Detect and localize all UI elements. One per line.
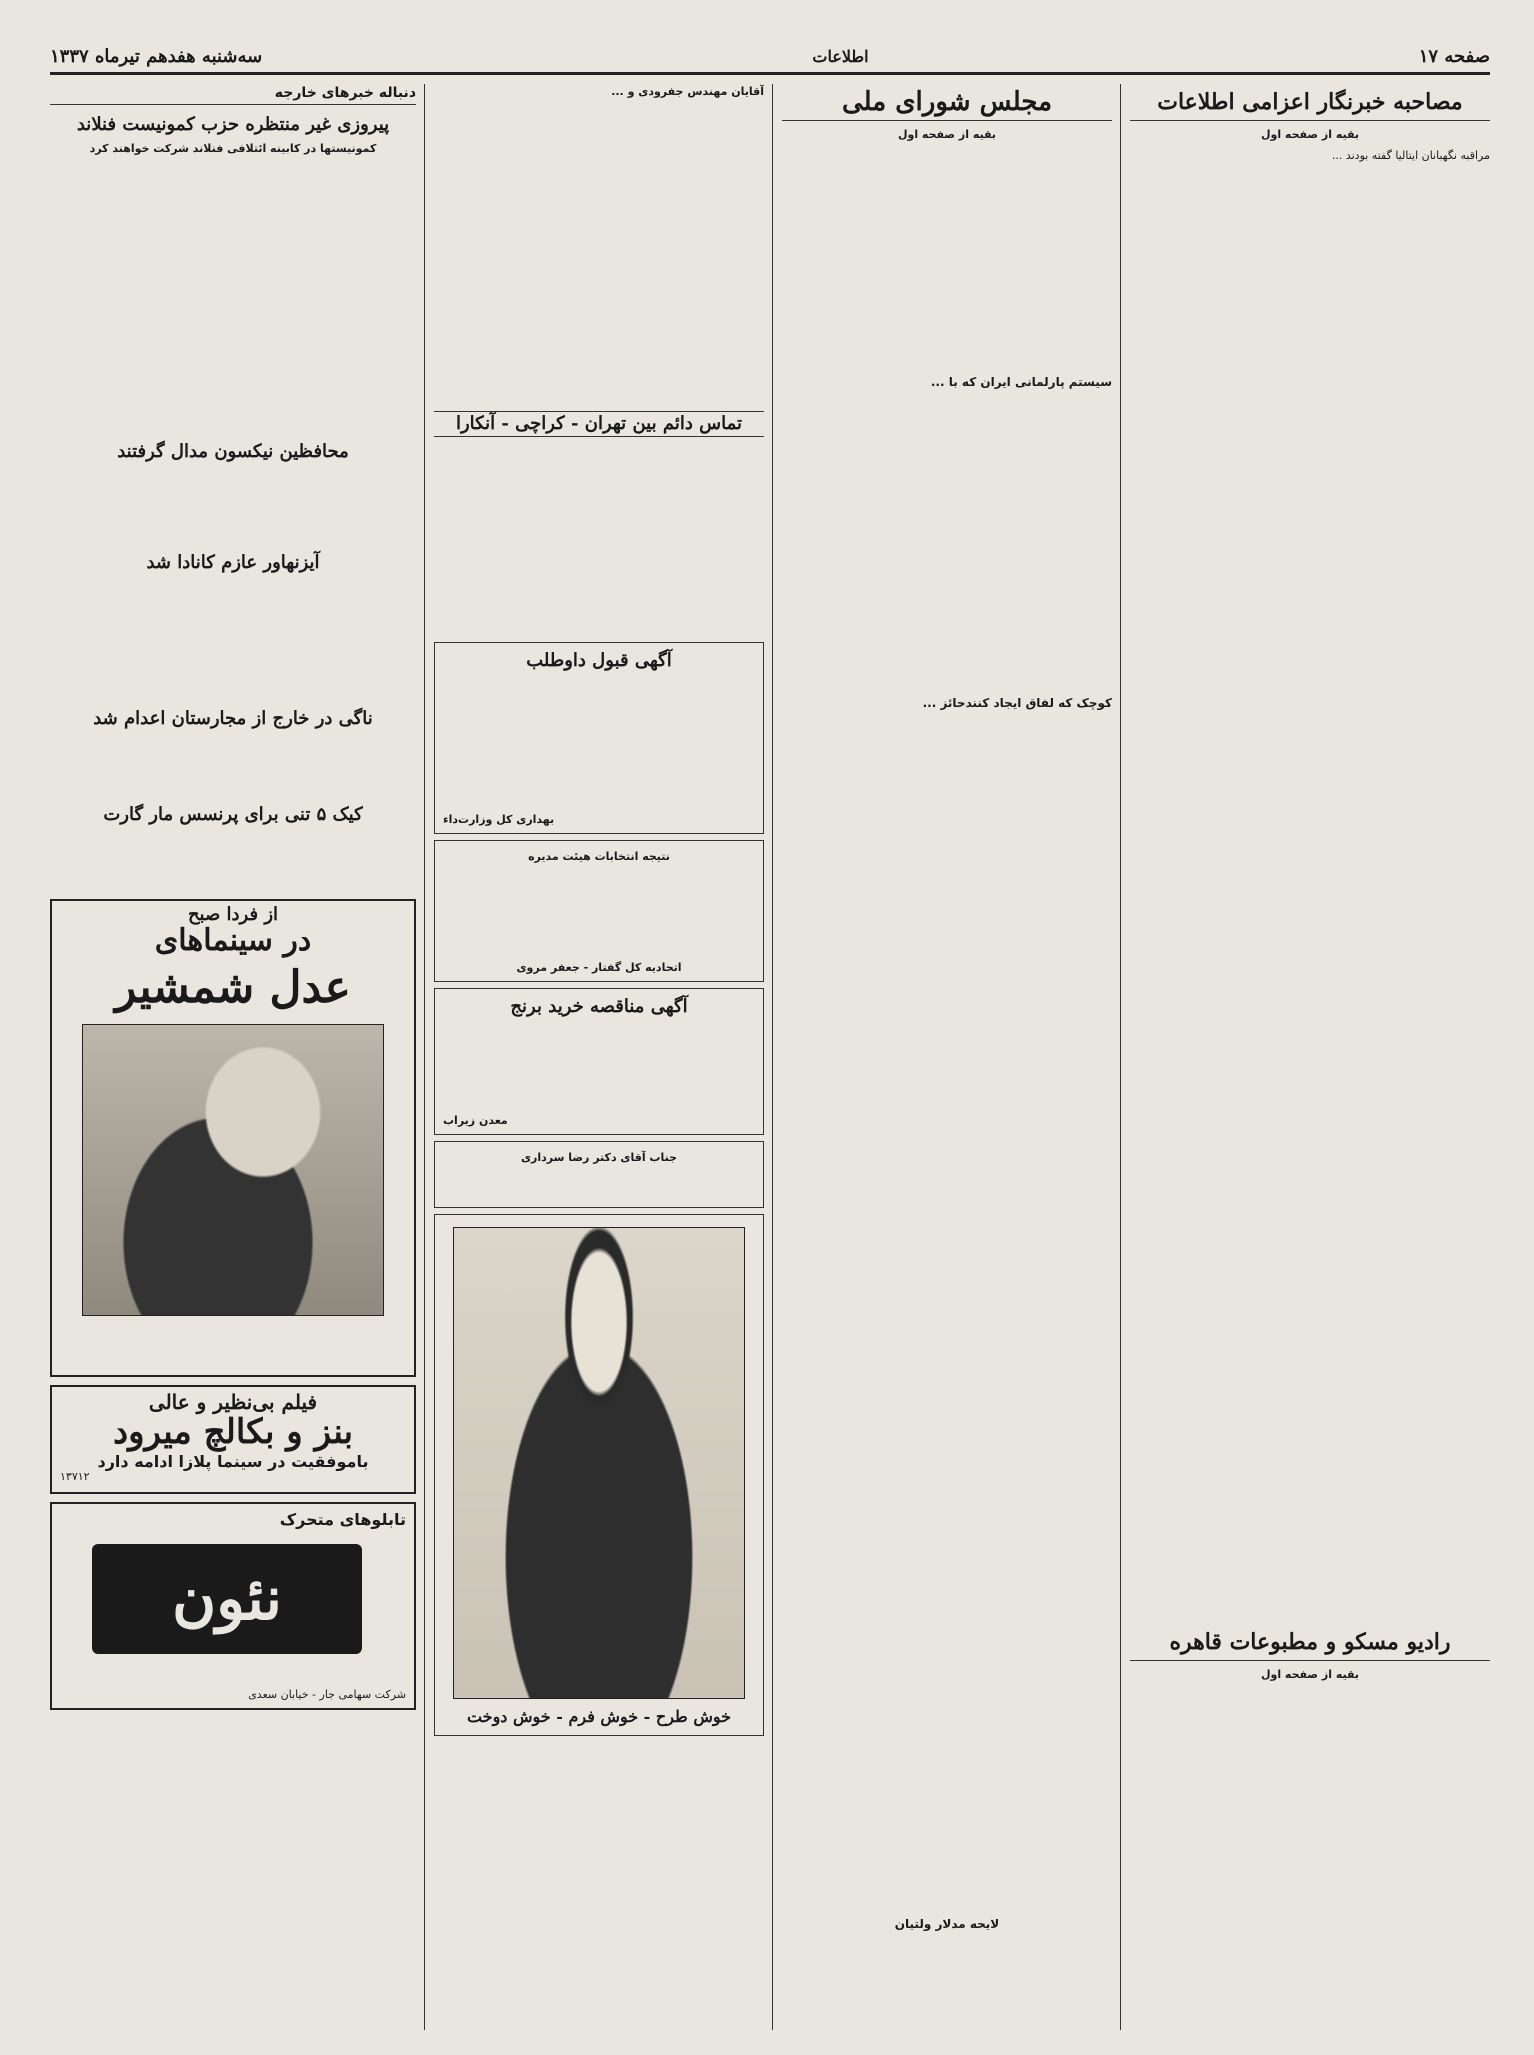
continued-note: بقیه از صفحه اول [1260, 1668, 1360, 1681]
article-title: مجلس شورای ملی [782, 88, 1112, 121]
article-body [782, 394, 1112, 694]
film-ad-line1: فیلم بی‌نظیر و عالی [148, 1390, 318, 1414]
article-body [50, 579, 416, 699]
article-body [782, 1936, 1112, 2030]
article-body [782, 715, 1112, 1915]
article-body [434, 441, 764, 636]
film-ad-title: بنز و بکالچ میرود [112, 1412, 354, 1452]
issue-date: سه‌شنبه هفدهم تیرماه ۱۳۳۷ [50, 45, 263, 67]
notice-board [434, 840, 764, 982]
article-subhead: کوچک که لفاق ایجاد کنندحائز ... [922, 696, 1112, 710]
cinema-ad-text [58, 1324, 408, 1369]
neon-ad-line1: تابلوهای متحرک [279, 1510, 406, 1529]
article-body [1130, 1688, 1490, 2030]
notice-signature: اتحادیه کل گفتار - جعفر مروی [516, 961, 682, 974]
column-interview [1130, 84, 1490, 2030]
article-title-finland: پیروزی غیر منتظره حزب کمونیست فنلاند [76, 114, 390, 135]
cinema-ad-line2: در سینماهای [154, 923, 312, 958]
newspaper-page [50, 40, 1490, 2030]
article-body [50, 468, 416, 543]
ad-slogan: خوش طرح - خوش فرم - خوش دوخت [466, 1707, 732, 1726]
article-title-radio: رادیو مسکو و مطبوعات قاهره [1130, 1628, 1490, 1661]
article-title-margaret: کیک ۵ تنی برای پرنسس مار گارت [103, 804, 363, 825]
notice-title: آگهی قبول داوطلب [526, 650, 672, 671]
article-title: مصاحبه خبرنگار اعزامی اطلاعات [1130, 88, 1490, 121]
article-body [50, 162, 416, 432]
article-subhead: سیستم پارلمانی ایران که با ... [930, 375, 1112, 389]
notice-body [443, 870, 755, 960]
column-majlis [782, 84, 1112, 2030]
article-title-contact: تماس دائم بین تهران - کراچی - آنکارا [434, 411, 764, 437]
cinema-ad-title: عدل شمشیر [115, 962, 351, 1013]
portrait-photo [453, 1227, 745, 1699]
article-title-eisenhower: آیزنهاور عازم کانادا شد [146, 552, 320, 573]
article-body [1130, 167, 1490, 1793]
article-subhead: لایحه مدلار ولتیان [894, 1917, 1000, 1931]
notice-signature: معدن زیراب [443, 1114, 508, 1127]
page-number: صفحه ۱۷ [1418, 45, 1490, 67]
section-label: دنباله خبرهای خارجه [50, 86, 416, 105]
notice-body [443, 677, 755, 812]
column-notices [434, 84, 764, 2030]
article-body [50, 735, 416, 795]
article-subtitle: کمونیستها در کابینه ائتلافی فنلاند شرکت خواهند کرد [89, 142, 377, 155]
notice-title: جناب آقای دکتر رضا سرداری [520, 1151, 678, 1164]
column-foreign-news [50, 84, 416, 2030]
cinema-ad-line1: از فردا صبح [187, 904, 279, 925]
article-body [782, 148, 1112, 373]
article-title-nixon: محافظین نیکسون مدال گرفتند [117, 441, 349, 462]
notice-applicant [434, 642, 764, 834]
tailor-ad [434, 1214, 764, 1736]
neon-ad-footer: شرکت سهامی جار - خیابان سعدی [248, 1688, 406, 1701]
notice-body [443, 1023, 755, 1113]
article-body [50, 831, 416, 891]
paper-name: اطلاعات [812, 46, 869, 66]
film-ad [50, 1385, 416, 1494]
neon-logo: نئون [92, 1544, 362, 1654]
notice-title: نتیجه انتخابات هیئت مدیره [528, 850, 670, 863]
notice-tender [434, 988, 764, 1135]
film-ad-code: ۱۳۷۱۲ [60, 1470, 90, 1483]
cinema-ad [50, 899, 416, 1377]
column-rule [1120, 84, 1121, 2030]
notice-signature: بهداری کل وزارت‌داء [443, 813, 555, 826]
article-lead: مراقبه نگهبانان ایتالیا گفته بودند ... [1331, 149, 1490, 162]
notice-thanks [434, 1141, 764, 1208]
continued-note: بقیه از صفحه اول [1260, 128, 1360, 141]
cinema-ad-photo [82, 1024, 384, 1316]
column-rule [424, 84, 425, 2030]
film-ad-line3: باموفقیت در سینما پلازا ادامه دارد [97, 1452, 369, 1471]
continued-note: بقیه از صفحه اول [897, 128, 997, 141]
notice-body [443, 1171, 755, 1201]
neon-sign-ad [50, 1502, 416, 1710]
column-rule [772, 84, 773, 2030]
article-intro: آقایان مهندس جفرودی و ... [611, 85, 764, 98]
article-title-hungary: ناگی در خارج از مجارستان اعدام شد [93, 708, 373, 729]
article-body [434, 103, 764, 403]
notice-title: آگهی مناقصه خرید برنج [510, 996, 688, 1017]
masthead [50, 40, 1490, 75]
